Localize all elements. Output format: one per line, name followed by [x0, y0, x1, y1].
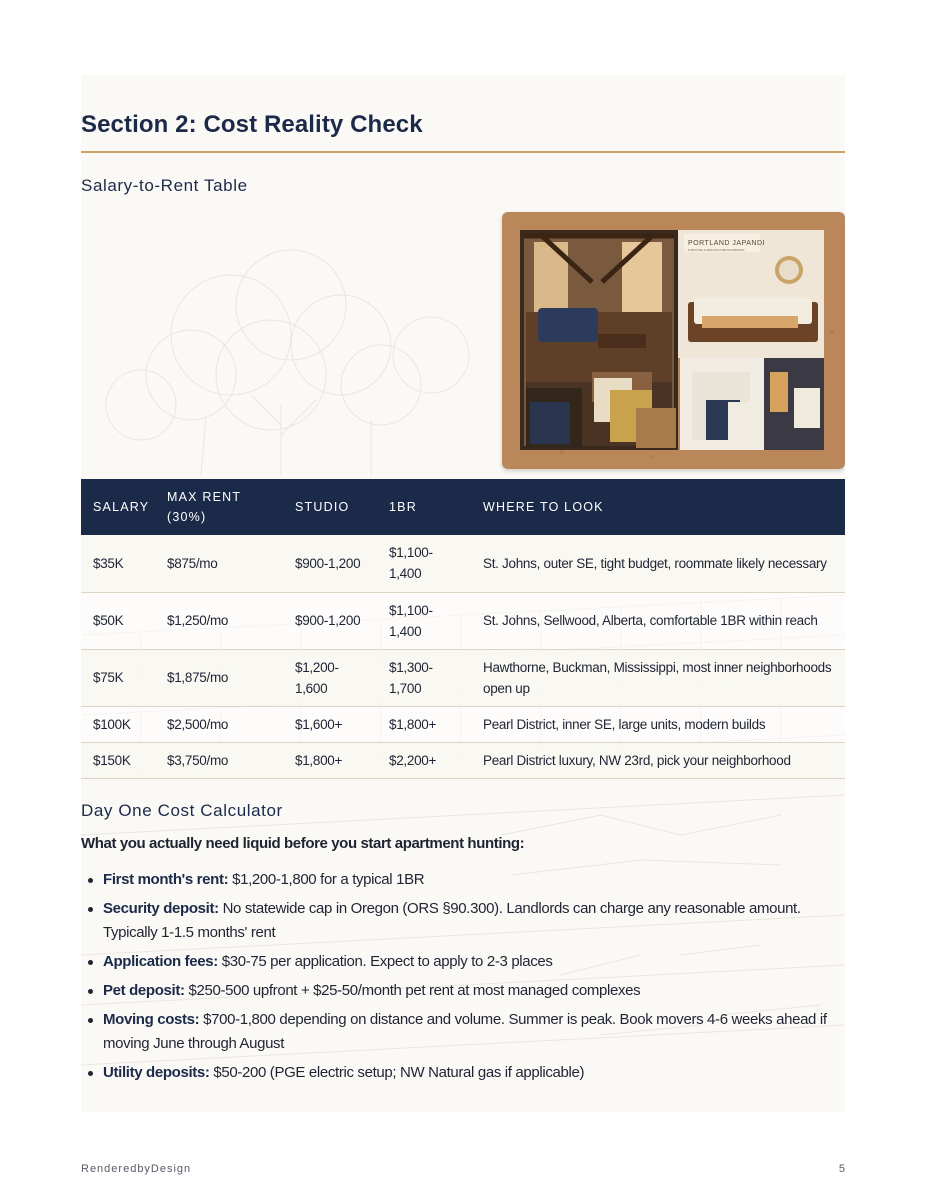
cell-salary: $150K: [81, 742, 155, 778]
cell-where-to-look: Pearl District, inner SE, large units, modern builds: [471, 706, 845, 742]
moodboard-photo: [502, 212, 845, 469]
cell-where-to-look: St. Johns, outer SE, tight budget, roommate likely necessary: [471, 535, 845, 592]
header-where-to-look: WHERE TO LOOK: [471, 479, 845, 535]
cell-where-to-look: Pearl District luxury, NW 23rd, pick your neighborhood: [471, 742, 845, 778]
cell-max-rent: $1,875/mo: [155, 649, 283, 706]
calculator-title: Day One Cost Calculator: [81, 801, 283, 820]
cell-where-to-look: Hawthorne, Buckman, Mississippi, most inner neighborhoods open up: [471, 649, 845, 706]
list-item: [81, 1008, 845, 1056]
moodboard-sign-subtitle: FURNITURE & ARCHITECTURE MOODBOARD: [688, 249, 745, 252]
cell-salary: $35K: [81, 535, 155, 592]
list-item: [81, 979, 845, 1003]
table-row: [81, 742, 845, 778]
table-row: [81, 592, 845, 649]
list-item: [81, 868, 845, 892]
list-item: [81, 897, 845, 945]
title-divider: [81, 151, 845, 153]
cell-studio: $1,800+: [283, 742, 377, 778]
header-salary: SALARY: [81, 479, 155, 535]
list-item: [81, 1061, 845, 1085]
section-title: Section 2: Cost Reality Check: [81, 111, 423, 138]
cell-where-to-look: St. Johns, Sellwood, Alberta, comfortable 1BR within reach: [471, 592, 845, 649]
table-row: [81, 649, 845, 706]
item-label: Pet deposit:: [103, 982, 185, 999]
item-text: $30-75 per application. Expect to apply to 2-3 places: [221, 953, 553, 970]
cell-studio: $900-1,200: [283, 592, 377, 649]
cell-studio: $1,200-1,600: [283, 649, 377, 706]
cell-studio: $900-1,200: [283, 535, 377, 592]
cell-1br: $1,100-1,400: [377, 535, 471, 592]
cell-1br: $1,800+: [377, 706, 471, 742]
page-number: 5: [838, 1163, 845, 1175]
item-text: $1,200-1,800 for a typical 1BR: [232, 871, 425, 888]
cell-1br: $2,200+: [377, 742, 471, 778]
table-header-row: [81, 479, 845, 535]
header-max-rent: MAX RENT (30%): [155, 479, 283, 535]
item-text: $250-500 upfront + $25-50/month pet rent at most managed complexes: [188, 982, 641, 999]
header-1br: 1BR: [377, 479, 471, 535]
cell-max-rent: $2,500/mo: [155, 706, 283, 742]
calculator-intro: What you actually need liquid before you start apartment hunting:: [81, 835, 525, 852]
item-text: $700-1,800 depending on distance and volume. Summer is peak. Book movers 4-6 weeks ahead if moving June through August: [103, 1011, 827, 1052]
item-label: Application fees:: [103, 953, 218, 970]
cell-salary: $100K: [81, 706, 155, 742]
table-row: [81, 535, 845, 592]
item-text: $50-200 (PGE electric setup; NW Natural gas if applicable): [213, 1064, 585, 1081]
cell-salary: $75K: [81, 649, 155, 706]
item-label: Moving costs:: [103, 1011, 200, 1028]
item-text: No statewide cap in Oregon (ORS §90.300). Landlords can charge any reasonable amount. Typically 1-1.5 months' rent: [103, 900, 801, 941]
cost-list: [81, 868, 845, 1090]
cell-1br: $1,300-1,700: [377, 649, 471, 706]
page-panel: [81, 75, 845, 1112]
item-label: Utility deposits:: [103, 1064, 210, 1081]
salary-to-rent-table: [81, 479, 845, 779]
table-subtitle: Salary-to-Rent Table: [81, 176, 248, 195]
header-studio: STUDIO: [283, 479, 377, 535]
cell-max-rent: $1,250/mo: [155, 592, 283, 649]
list-item: [81, 950, 845, 974]
table-row: [81, 706, 845, 742]
cell-max-rent: $3,750/mo: [155, 742, 283, 778]
item-label: Security deposit:: [103, 900, 219, 917]
cell-1br: $1,100-1,400: [377, 592, 471, 649]
item-label: First month's rent:: [103, 871, 229, 888]
cell-max-rent: $875/mo: [155, 535, 283, 592]
footer-brand: RenderedbyDesign: [81, 1163, 192, 1175]
cell-studio: $1,600+: [283, 706, 377, 742]
moodboard-sign-title: PORTLAND JAPANDI: [688, 240, 765, 247]
cell-salary: $50K: [81, 592, 155, 649]
